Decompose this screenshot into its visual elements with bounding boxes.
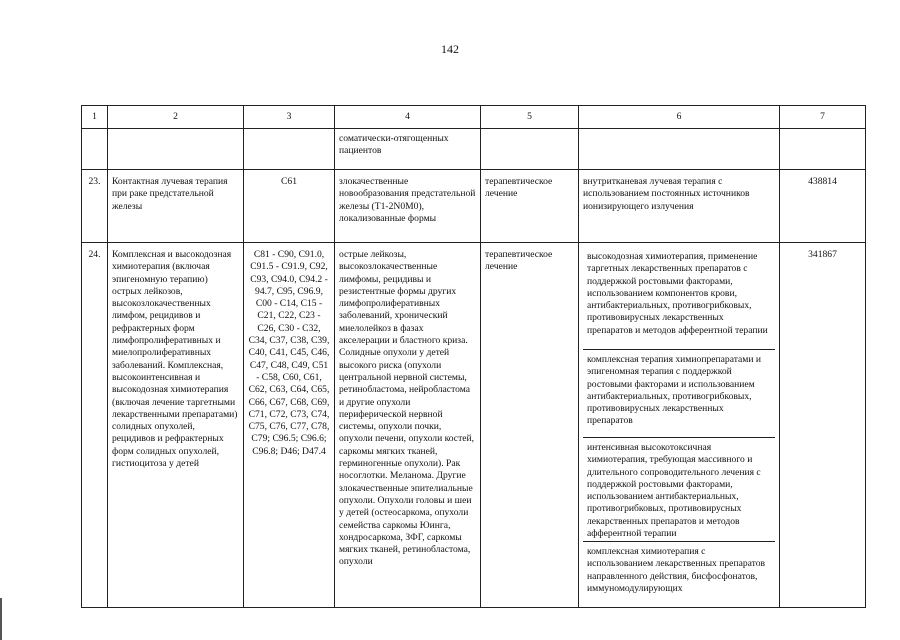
icd-codes [244,129,335,170]
diagnosis-description: соматически-отягощенных пациентов [335,129,481,170]
treatment-methods-cell [579,243,780,608]
table-row [82,170,866,243]
icd-codes: C61 [244,170,335,243]
row-number: 23. [82,170,108,243]
row-number [82,129,108,170]
treatment-method [579,129,780,170]
treatment-type [481,129,579,170]
table-row [82,243,866,608]
header-cell: 6 [579,106,780,129]
diagnosis-description: злокачественные новообразования предстательной железы (T1-2N0M0), локализованные формы [335,170,481,243]
scan-edge-mark [0,598,2,640]
treatment-method: комплексная терапия химиопрепаратами и эпигеномная терапия с поддержкой ростовыми факторами и использованием антибактериальных, противогрибковых, противовирусных лекарственных препаратов [583,350,775,438]
treatment-type: терапевтическое лечение [481,170,579,243]
diagnosis-description: острые лейкозы, высокозлокачественные лимфомы, рецидивы и резистентные формы других лимфопролиферативных заболеваний, хронический миелолейкоз в фазах акселерации и бластного криза. Солидные опухоли у детей высокого риска (опухоли центральной нервной системы, ретинобластома, нейробластома и другие опухоли периферической нервной системы, опухоли почки, опухоли печени, опухоли костей, саркомы мягких тканей, герминогенные опухоли). Рак носоглотки. Меланома. Другие злокачественные эпителиальные опухоли. Опухоли головы и шеи у детей (остеосаркома, опухоли семейства саркомы Юинга, хондросаркома, ЗФГ, саркомы мягких тканей, ретинобластома, опухоли [335,243,481,608]
table-row [82,129,866,170]
cost-value: 438814 [780,170,866,243]
service-name [108,129,244,170]
cost-value [780,129,866,170]
header-cell: 4 [335,106,481,129]
header-cell: 5 [481,106,579,129]
treatment-type: терапевтическое лечение [481,243,579,608]
service-name: Контактная лучевая терапия при раке предстательной железы [108,170,244,243]
header-cell: 3 [244,106,335,129]
header-row [82,106,866,129]
page-number: 142 [441,42,459,56]
header-cell: 2 [108,106,244,129]
treatment-method: комплексная химиотерапия с использованием лекарственных препаратов направленного действия, бисфосфонатов, иммуномодулирующих [587,546,766,594]
cost-value: 341867 [780,243,866,608]
services-table [81,105,866,608]
treatment-method: внутритканевая лучевая терапия с использованием постоянных источников ионизирующего излучения [579,170,780,243]
service-name: Комплексная и высокодозная химиотерапия (включая эпигеномную терапию) острых лейкозов, высокозлокачественных лимфом, рецидивов и рефрактерных форм лимфопролиферативных и миелопролиферативных заболеваний. Комплексная, высокоинтенсивная и высокодозная химиотерапия (включая лечение таргетными лекарственными препаратами) солидных опухолей, рецидивов и рефрактерных форм солидных опухолей, гистиоцитоза у детей [108,243,244,608]
header-cell: 1 [82,106,108,129]
treatment-method: высокодозная химиотерапия, применение таргетных лекарственных препаратов с поддержкой ростовыми факторами, использованием компонентов крови, антибактериальных, противогрибковых, противовирусных лекарственных препаратов и методов афферентной терапии [583,249,775,350]
icd-codes: C81 - C90, C91.0, C91.5 - C91.9, C92, C93, C94.0, C94.2 - 94.7, C95, C96.9, C00 - C14, C15 - C21, C22, C23 - C26, C30 - C32, C34, C37, C38, C39, C40, C41, C45, C46, C47, C48, C49, C51 - C58, C60, C61, C62, C63, C64, C65, C66, C67, C68, C69, C71, C72, C73, C74, C75, C76, C77, C78, C79; C96.5; C96.6; C96.8; D46; D47.4 [244,243,335,608]
treatment-method: интенсивная высокотоксичная химиотерапия, требующая массивного и длительного сопроводительного лечения с поддержкой ростовыми факторами, использованием антибактериальных, противогрибковых, противовирусных лекарственных препаратов и методов афферентной терапии [583,438,775,542]
row-number: 24. [82,243,108,608]
header-cell: 7 [780,106,866,129]
